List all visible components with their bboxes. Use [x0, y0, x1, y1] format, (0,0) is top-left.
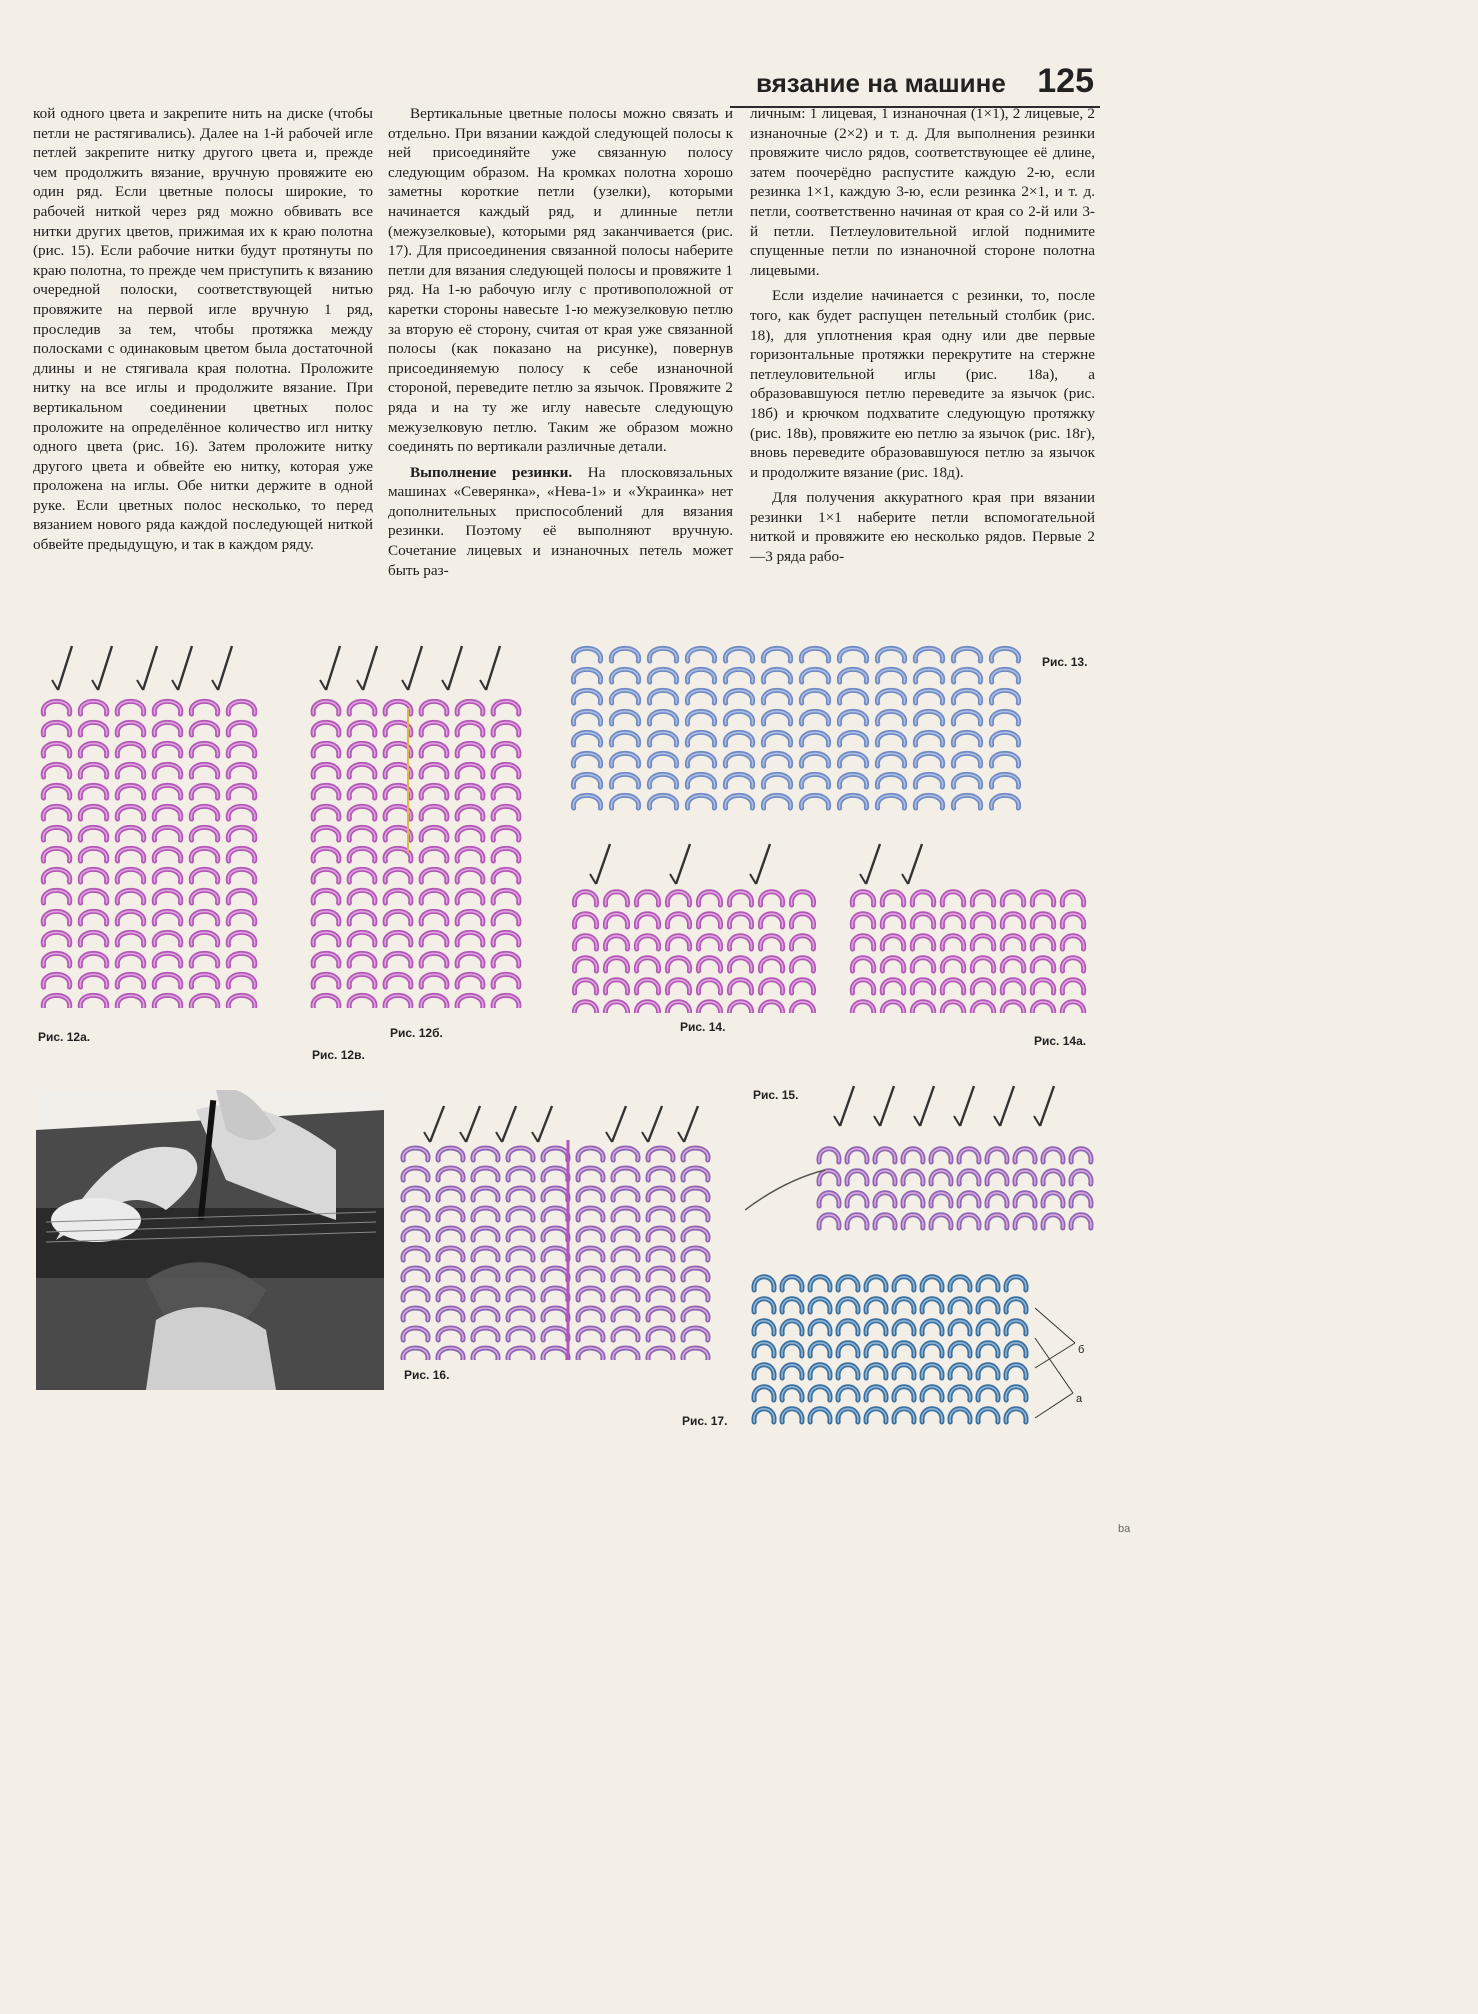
needle-row	[320, 646, 500, 690]
page-number: 125	[1037, 62, 1094, 100]
figure-14a-knit-diagram	[848, 838, 1093, 1013]
caption-fig17: Рис. 17.	[682, 1414, 728, 1428]
needle-row	[424, 1106, 698, 1142]
paragraph: Вертикальные цветные полосы можно связать и отдельно. При вязании каждой следующей полосы к ней присоединяйте уже связанную полосу следующим образом. На кромках полотна хорошо заметны короткие петли (узелки), которыми начинается каждый ряд, и длинные петли (межузелковые), которыми ряд заканчивается (рис. 17). Для присоединения связанной полосы наберите петли для вязания следующей полосы и провяжите 1 ряд. На 1-ю рабочую иглу с противоположной от каретки стороны навесьте 1-ю межузелковую петлю за вторую её сторону, считая от края уже связанной полосы (как показано на рисунке), повернув присоединяемую полосу к себе изнаночной стороной, переведите петлю за язычок. Провяжите 2 ряда и на ту же иглу навесьте следующую межузелковую петлю. Таким же образом можно соединять по вертикали различные детали.	[388, 105, 733, 456]
stitch-grid	[43, 701, 254, 1008]
caption-fig12a: Рис. 12а.	[38, 1030, 91, 1044]
needle-row	[834, 1086, 1054, 1126]
caption-fig15: Рис. 15.	[753, 1088, 799, 1102]
caption-fig14a: Рис. 14а.	[1034, 1034, 1087, 1048]
caption-fig13: Рис. 13.	[1042, 655, 1088, 669]
caption-fig16: Рис. 16.	[404, 1368, 450, 1382]
subheading: Выполнение резинки.	[410, 463, 573, 481]
stitch-grid	[852, 892, 1083, 1013]
paragraph: кой одного цвета и закрепите нить на диске (чтобы петли не растягивались). Далее на 1-й рабочей игле петлей закрепите нитку другого цвета и, прежде чем продолжить вязание, вручную провяжите ею один ряд. Если цветные полосы широкие, то рабочей ниткой через ряд можно обвивать все нитки других цветов, прижимая их к краю полотна (рис. 15). Если рабочие нитки будут протянуты по краю полотна, то прежде чем приступить к вязанию очередной полоски, соответствующей нитью провяжите на первой игле вручную 1 ряд, проследив за тем, чтобы протяжка между полосками с одинаковым цветом была достаточной длины и не стягивала края полотна. Проложите нитку на все иглы и продолжите вязание. При вертикальном соединении цветных полос проложите на определённое количество игл нитку одного цвета (рис. 16). Затем проложите нитку другого цвета и обвейте ею нитку, которая уже проложена на иглы. Обе нитки держите в одной руке. Если цветных полос несколько, то перед вязанием нового ряда каждой последующей ниткой обвейте предыдущую, и так в каждом ряду.	[33, 105, 373, 554]
caption-fig12b: Рис. 12б.	[390, 1026, 443, 1040]
paragraph: Для получения аккуратного края при вязании резинки 1×1 наберите петли вспомогательной ниткой и провяжите ею несколько рядов. Первые 2—3 ряда рабо-	[750, 489, 1095, 566]
caption-fig14: Рис. 14.	[680, 1020, 726, 1034]
text-column-2	[388, 104, 733, 580]
needle-row	[52, 646, 232, 690]
paragraph: Если изделие начинается с резинки, то, после того, как будет распущен петельный столбик (рис. 18), для уплотнения края одну или две первые горизонтальные протяжки перекрутите на стержне петлеуловительной иглы (рис. 18а), а образовавшуюся петлю переведите за язычок (рис. 18б) и крючком подхватите следующую протяжку (рис. 18в), провяжите ею петлю за язычок (рис. 18г), вновь переведите образовавшуюся петлю за язычок и продолжите вязание (рис. 18д).	[750, 287, 1095, 481]
figure-13-knit-diagram	[568, 640, 1028, 820]
figure-14-knit-diagram	[570, 838, 820, 1013]
figure-12b-knit-diagram	[308, 638, 528, 1008]
stitch-grid	[819, 1149, 1091, 1228]
needle-row	[590, 844, 770, 884]
label-a: а	[1076, 1393, 1083, 1405]
stitch-grid	[313, 701, 519, 1008]
stitch-grid	[754, 1277, 1026, 1422]
figure-12v-photo	[36, 1090, 384, 1390]
needle-row	[860, 844, 922, 884]
figure-15-knit-diagram	[745, 1080, 1100, 1250]
stitch-grid	[403, 1148, 708, 1360]
stitch-grid	[574, 892, 813, 1013]
text-column-1	[33, 104, 373, 555]
section-title: вязание на машине	[756, 68, 1006, 98]
figure-12a-knit-diagram	[38, 638, 263, 1008]
paragraph	[388, 463, 733, 581]
machine-photo-illustration	[36, 1090, 384, 1390]
pointer-lines	[1035, 1308, 1075, 1418]
paragraph-text: На плосковязальных машинах «Северянка», «Нева-1» и «Украинка» нет дополнительных приспособлений для вязания резинки. Поэтому её выполняют вручную. Сочетание лицевых и изнаночных петель может быть раз-	[388, 463, 733, 579]
page-mark: ba	[1118, 1523, 1131, 1535]
paragraph: личным: 1 лицевая, 1 изнаночная (1×1), 2 лицевые, 2 изнаночные (2×2) и т. д. Для выполнения резинки провяжите число рядов, соответствующее её длине, затем поочерёдно распустите каждую 2-ю, если резинка 1×1, каждую 3-ю, если резинка 2×1, и т. д. петли, соответственно начиная от края со 2-й или 3-й петли. Петлеуловительной иглой поднимите спущенные петли по изнаночной стороне полотна лицевыми.	[750, 105, 1095, 279]
text-column-3	[750, 104, 1095, 567]
caption-fig12v: Рис. 12в.	[312, 1048, 365, 1062]
figure-16-knit-diagram	[398, 1100, 720, 1360]
stitch-grid	[573, 648, 1018, 808]
page-header	[730, 60, 1100, 108]
label-b: б	[1078, 1344, 1085, 1356]
figure-17-knit-diagram	[745, 1268, 1095, 1443]
